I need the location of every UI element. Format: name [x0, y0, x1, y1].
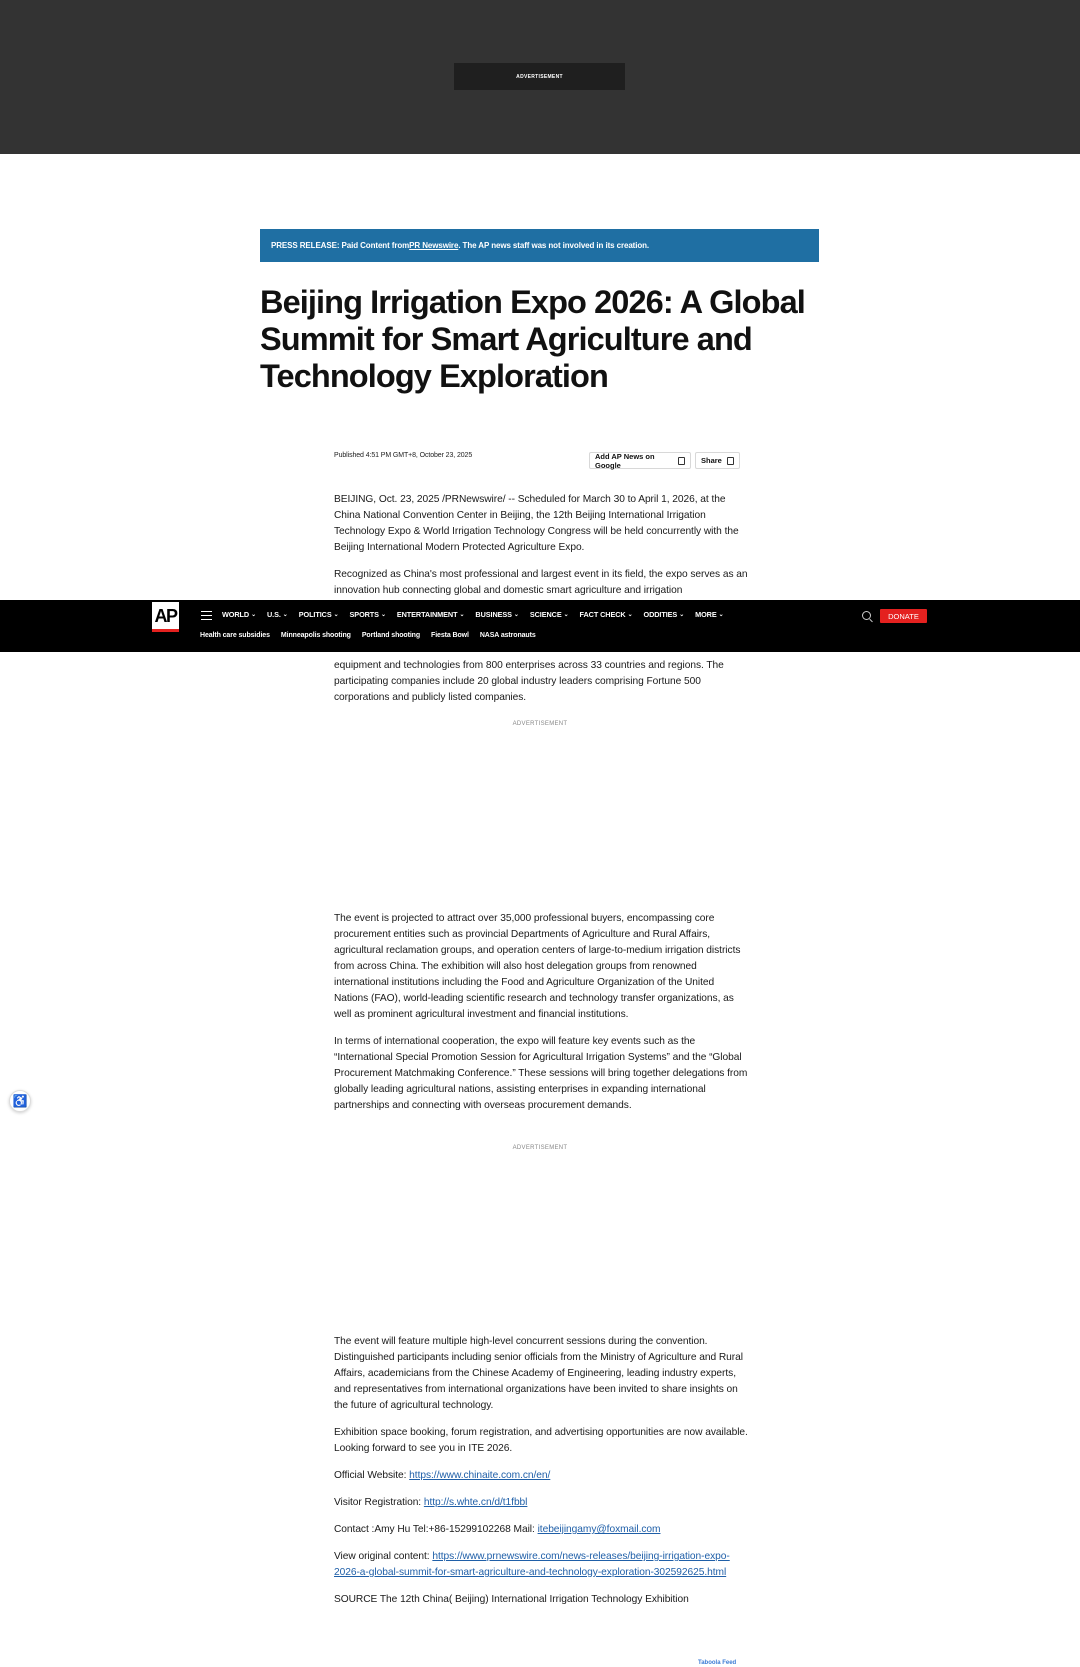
nav-item-more[interactable] [695, 610, 723, 619]
paragraph: In terms of international cooperation, the expo will feature key events such as the “International Special Promotion Session for Agricultural Irrigation Systems” and the “Global Procurement Matchmaking Conference.” These sessions will bring together delegations from globally leading agricultural nations, assisting enterprises in expanding international partnerships and connecting with overseas procurement demands. [334, 1036, 748, 1111]
nav-item-fact-check[interactable] [580, 610, 633, 619]
trending-link[interactable]: Health care subsidies [200, 632, 270, 639]
nav-item-label: MORE [695, 610, 717, 619]
paragraph: The event is projected to attract over 35,000 professional buyers, encompassing core procurement entities such as provincial Departments of Agriculture and Rural Affairs, agricultural reclamation groups, and operation centers of large-to-medium irrigation districts from across China. The exhibition will also host delegation groups from renowned international institutions including the Food and Agriculture Organization of the United Nations (FAO), world-leading scientific research and technology transfer organizations, as well as prominent agricultural investment and financial institutions. [334, 913, 741, 1020]
ad-label: ADVERTISEMENT [454, 63, 625, 90]
ad-label: ADVERTISEMENT [512, 721, 568, 727]
source-line: SOURCE The 12th China( Beijing) International Irrigation Technology Exhibition [334, 1594, 689, 1605]
visitor-registration-link[interactable]: http://s.whte.cn/d/t1fbbl [423, 1497, 528, 1508]
contact-label: Contact :Amy Hu Tel:+86-15299102268 Mail: [334, 1524, 538, 1535]
trending-topics [200, 632, 536, 639]
add-to-google-button[interactable] [589, 452, 691, 469]
article-body-continued [334, 658, 749, 717]
website-link[interactable]: https://www.chinaite.com.cn/en/ [409, 1470, 551, 1481]
nav-item-label: SPORTS [349, 610, 379, 619]
paragraph: Exhibition space booking, forum registration, and advertising opportunities are now available. Looking forward to see you in ITE 2026. [334, 1427, 748, 1454]
nav-item-label: ENTERTAINMENT [396, 610, 458, 619]
trending-link[interactable]: NASA astronauts [479, 632, 536, 639]
article-body-middle [334, 911, 749, 1125]
search-icon[interactable] [862, 611, 871, 620]
add-to-google-label: Add AP News on Google [595, 451, 655, 470]
nav-item-label: ODDITIES [643, 610, 678, 619]
nav-item-label: FACT CHECK [579, 610, 626, 619]
chevron-down-icon: ⌄ [282, 612, 288, 618]
donate-button[interactable]: DONATE [880, 609, 927, 623]
chevron-down-icon: ⌄ [627, 612, 633, 618]
page-title: Beijing Irrigation Expo 2026: A Global Summit for Smart Agriculture and Technology Exploration [260, 284, 805, 394]
published-date: Published 4:51 PM GMT+8, October 23, 2025 [334, 452, 473, 459]
original-content-line [334, 1549, 749, 1581]
article-body-top [334, 492, 749, 610]
nav-item-label: BUSINESS [475, 610, 512, 619]
chevron-down-icon: ⌄ [380, 612, 386, 618]
pr-newswire-link[interactable]: PR Newswire [409, 241, 459, 250]
trending-link[interactable]: Minneapolis shooting [280, 632, 351, 639]
chevron-down-icon: ⌄ [513, 612, 519, 618]
share-icon [727, 457, 734, 465]
website-line [334, 1468, 749, 1484]
nav-item-label: U.S. [267, 610, 281, 619]
share-label: Share [701, 456, 722, 465]
main-navbar [0, 600, 1080, 652]
copy-icon [678, 457, 685, 465]
chevron-down-icon: ⌄ [679, 612, 685, 618]
paragraph: The event will feature multiple high-level concurrent sessions during the convention. Distinguished participants including senior officials from the Ministry of Agriculture and Rural Affairs, academicians from the Chinese Academy of Engineering, leading industry experts, and representatives from international organizations have been invited to share insights on the future of agricultural technology. [334, 1336, 743, 1411]
trending-link[interactable]: Portland shooting [361, 632, 421, 639]
accessibility-icon[interactable]: ♿ [9, 1090, 31, 1112]
paragraph: BEIJING, Oct. 23, 2025 /PRNewswire/ -- Scheduled for March 30 to April 1, 2026, at the China National Convention Center in Beijing, the 12th Beijing International Irrigation Technology Expo & World Irrigation Technology Congress will be held concurrently with the Beijing International Modern Protected Agriculture Expo. [334, 494, 739, 553]
press-release-suffix: . The AP news staff was not involved in its creation. [458, 241, 650, 250]
original-content-link[interactable]: https://www.prnewswire.com/news-releases/beijing-irrigation-expo-2026-a-global-summit-for-smart-agriculture-and-technology-exploration-302592625.html [334, 1551, 730, 1578]
press-release-prefix: PRESS RELEASE: Paid Content from [271, 241, 410, 250]
taboola-label[interactable]: Taboola Feed [698, 1660, 737, 1666]
nav-item-u-s-[interactable] [267, 610, 288, 619]
contact-line [334, 1522, 749, 1538]
chevron-down-icon: ⌄ [251, 612, 256, 618]
hamburger-menu-icon[interactable] [201, 611, 212, 620]
trending-link[interactable]: Fiesta Bowl [431, 632, 469, 639]
nav-item-label: WORLD [222, 610, 250, 619]
nav-item-oddities[interactable] [644, 610, 685, 619]
ad-label: ADVERTISEMENT [512, 1145, 568, 1151]
visitor-label: Visitor Registration: [334, 1497, 424, 1508]
visitor-line [334, 1495, 749, 1511]
nav-item-label: SCIENCE [529, 610, 562, 619]
press-release-banner [260, 229, 819, 262]
paragraph: equipment and technologies from 800 enterprises across 33 countries and regions. The participating companies include 20 global industry leaders comprising Fortune 500 corporations and publicly listed companies. [334, 660, 724, 703]
nav-menu [222, 610, 724, 619]
email-link[interactable]: itebeijingamy@foxmail.com [537, 1524, 661, 1535]
nav-item-politics[interactable] [299, 610, 339, 619]
share-button[interactable] [695, 452, 740, 469]
chevron-down-icon: ⌄ [563, 612, 569, 618]
nav-item-world[interactable] [222, 610, 256, 619]
ap-logo[interactable]: AP [152, 602, 179, 632]
original-label: View original content: [334, 1551, 433, 1562]
nav-item-label: POLITICS [298, 610, 332, 619]
chevron-down-icon: ⌄ [459, 612, 465, 618]
nav-item-science[interactable] [530, 610, 569, 619]
website-label: Official Website: [334, 1470, 410, 1481]
chevron-down-icon: ⌄ [718, 612, 724, 618]
paragraph: Recognized as China's most professional and largest event in its field, the expo serves as an innovation hub connecting global and domestic smart agriculture and irrigation [334, 569, 748, 596]
chevron-down-icon: ⌄ [333, 612, 339, 618]
nav-item-entertainment[interactable] [397, 610, 465, 619]
nav-item-business[interactable] [475, 610, 518, 619]
nav-item-sports[interactable] [350, 610, 386, 619]
top-advertisement [0, 0, 1080, 154]
article-body-bottom [334, 1334, 749, 1619]
